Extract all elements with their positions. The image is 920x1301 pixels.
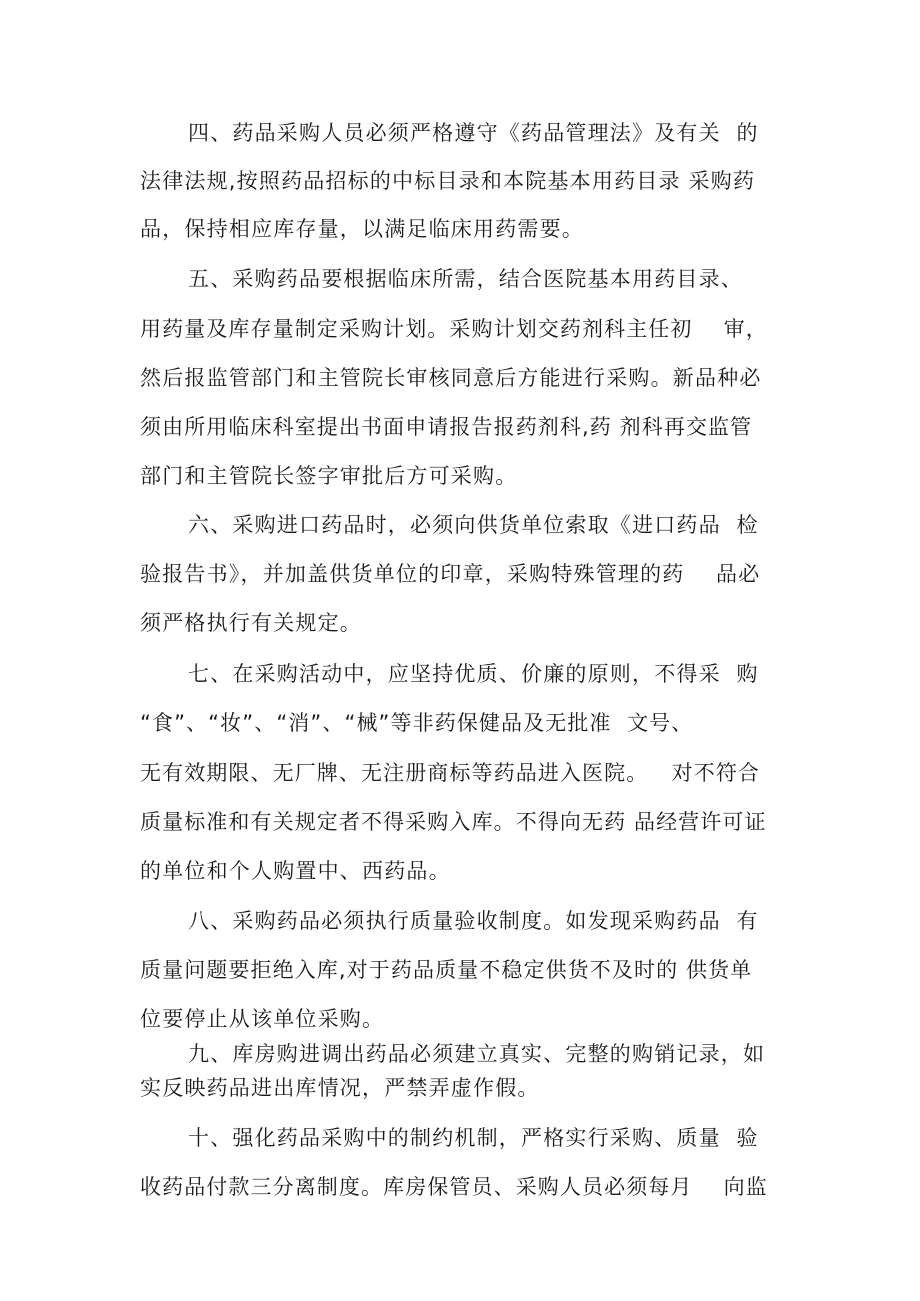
paragraph-8-line-1: 八、采购药品必须执行质量验收制度。如发现采购药品 有 xyxy=(188,909,759,933)
paragraph-7-line-5: 的单位和个人购置中、西药品。 xyxy=(140,859,451,883)
paragraph-5-line-2: 用药量及库存量制定采购计划。采购计划交药剂科主任初 审， xyxy=(140,317,768,341)
paragraph-7-line-4: 质量标准和有关规定者不得采购入库。不得向无药 品经营许可证 xyxy=(140,810,767,834)
paragraph-5-line-4: 须由所用临床科室提出书面申请报告报药剂科,药 剂科再交监管 xyxy=(140,415,753,439)
paragraph-4-line-3: 品，保持相应库存量，以满足临床用药需要。 xyxy=(140,217,584,241)
paragraph-10-line-2: 收药品付款三分离制度。库房保管员、采购人员必须每月 向监 xyxy=(140,1175,768,1199)
paragraph-6-line-2: 验报告书》，并加盖供货单位的印章，采购特殊管理的药 品必 xyxy=(140,562,761,586)
paragraph-9-line-2: 实反映药品进出库情况，严禁弄虚作假。 xyxy=(140,1076,540,1100)
paragraph-9-line-1: 九、库房购进调出药品必须建立真实、完整的购销记录，如 xyxy=(188,1042,766,1066)
paragraph-7-line-3: 无有效期限、无厂牌、无注册商标等药品进入医院。 对不符合 xyxy=(140,761,761,785)
paragraph-8-line-3: 位要停止从该单位采购。 xyxy=(140,1007,385,1031)
paragraph-6-line-3: 须严格执行有关规定。 xyxy=(140,611,362,635)
paragraph-7-line-1: 七、在采购活动中，应坚持优质、价廉的原则，不得采 购 xyxy=(188,662,759,686)
paragraph-5-line-1: 五、采购药品要根据临床所需，结合医院基本用药目录、 xyxy=(188,267,743,291)
paragraph-4-line-1: 四、药品采购人员必须严格遵守《药品管理法》及有关 的 xyxy=(188,121,759,145)
paragraph-5-line-5: 部门和主管院长签字审批后方可采购。 xyxy=(140,464,518,488)
paragraph-6-line-1: 六、采购进口药品时，必须向供货单位索取《进口药品 检 xyxy=(188,513,759,537)
paragraph-4-line-2: 法律法规,按照药品招标的中标目录和本院基本用药目录 采购药 xyxy=(140,169,756,193)
paragraph-5-line-3: 然后报监管部门和主管院长审核同意后方能进行采购。新品种必 xyxy=(140,366,762,390)
paragraph-10-line-1: 十、强化药品采购中的制约机制，严格实行采购、质量 验 xyxy=(188,1126,759,1150)
paragraph-7-line-2: “食”、“妆”、“消”、“械”等非药保健品及无批准 文号、 xyxy=(140,711,694,735)
paragraph-8-line-2: 质量问题要拒绝入库,对于药品质量不稳定供货不及时的 供货单 xyxy=(140,958,753,982)
